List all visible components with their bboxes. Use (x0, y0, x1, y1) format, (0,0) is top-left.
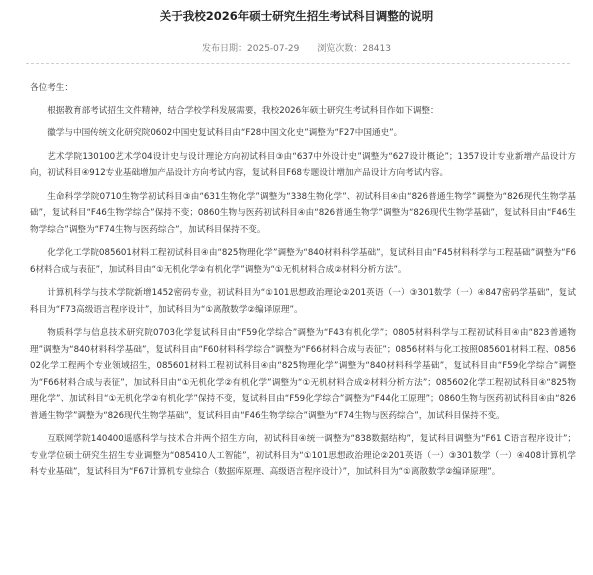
body-paragraph: 徽学与中国传统文化研究院0602中国史复试科目由“F28中国文化史”调整为“F27中国通史”。 (47, 128, 403, 138)
body-paragraph: 物质科学与信息技术研究院0703化学复试科目由“F59化学综合”调整为“F43有机化学”；0805材料科学与工程初试科目④由“823普通物理”调整为“840材料科学基础”，复试科目由“F60材料科学综合”调整为“F66材料合成与表征”；0856材料与化工按照085601材料工程、085602化学工程两个专业领域招生，085601材料工程初试科目④由“825物理化学”调整为“840材料科学基础”，复试科目由“F59化学综合”调整为“F66材料合成与表征”，加试科目由“①无机化学②有机化学”调整为“①无机材料合成②材料分析方法”；085602化学工程初试科目④“825物理化学”、加试科目“①无机化学②有机化学”保持不变，复试科目由“F59化学综合”调整为“F44化工原理”；0860生物与医药初试科目④由“826普通生物学”调整为“826现代生物学基础”，复试科目由“F46生物学综合”调整为“F74生物与医药综合”，加试科目保持不变。 (30, 328, 576, 421)
body-paragraph: 计算机科学与技术学院新增1452密码专业，初试科目为“①101思想政治理论②201英语（一）③301数学（一）④847密码学基础”，复试科目为“F73高级语言程序设计”，加试科目为“①离散数学②编译原理”。 (30, 288, 576, 315)
body-paragraph: 互联网学院140400遥感科学与技术合并两个招生方向，初试科目④统一调整为“838数据结构”，复试科目调整为“F61 C语言程序设计”；专业学位硕士研究生招生专业调整为“085410人工智能”，初试科目为“①101思想政治理论②201英语（一）③301数学（一）④408计算机学科专业基础”，复试科目为“F67计算机专业综合（数据库原理、高级语言程序设计）”，加试科目为“①离散数学②编译原理”。 (30, 434, 576, 477)
article-body (30, 80, 576, 488)
article-title: 关于我校2026年硕士研究生招生考试科目调整的说明 (159, 9, 434, 23)
publish-date-label: 发布日期： (202, 44, 248, 54)
view-count: 28413 (362, 44, 391, 54)
title-divider (26, 63, 570, 64)
body-paragraph: 艺术学院130100艺术学04设计史与设计理论方向初试科目③由“637中外设计史”调整为“627设计概论”；1357设计专业新增产品设计方向，初试科目④912专业基础增加产品设计方向考试内容，复试科目F68专题设计增加产品设计方向考试内容。 (30, 151, 576, 178)
publish-date: 2025-07-29 (247, 44, 300, 54)
article-meta (0, 41, 593, 54)
body-paragraph: 化学化工学院085601材料工程初试科目④由“825物理化学”调整为“840材料科学基础”，复试科目由“F45材料科学与工程基础”调整为“F66材料合成与表征”，加试科目由“①无机化学②有机化学”调整为“①无机材料合成②材料分析方法”。 (30, 248, 576, 275)
intro-paragraph: 根据教育部考试招生文件精神，结合学校学科发展需要，我校2026年硕士研究生考试科目作如下调整： (47, 105, 439, 116)
body-paragraph: 生命科学学院0710生物学初试科目③由“631生物化学”调整为“338生物化学”、初试科目④由“826普通生物学”调整为“826现代生物学基础”，复试科目“F46生物学综合”保持不变；0860生物与医药初试科目④由“826普通生物学”调整为“826现代生物学基础”，复试科目由“F46生物学综合”调整为“F74生物与医药综合”，加试科目保持不变。 (30, 191, 576, 235)
greeting: 各位考生： (30, 83, 73, 93)
views-label: 浏览次数： (317, 44, 363, 54)
